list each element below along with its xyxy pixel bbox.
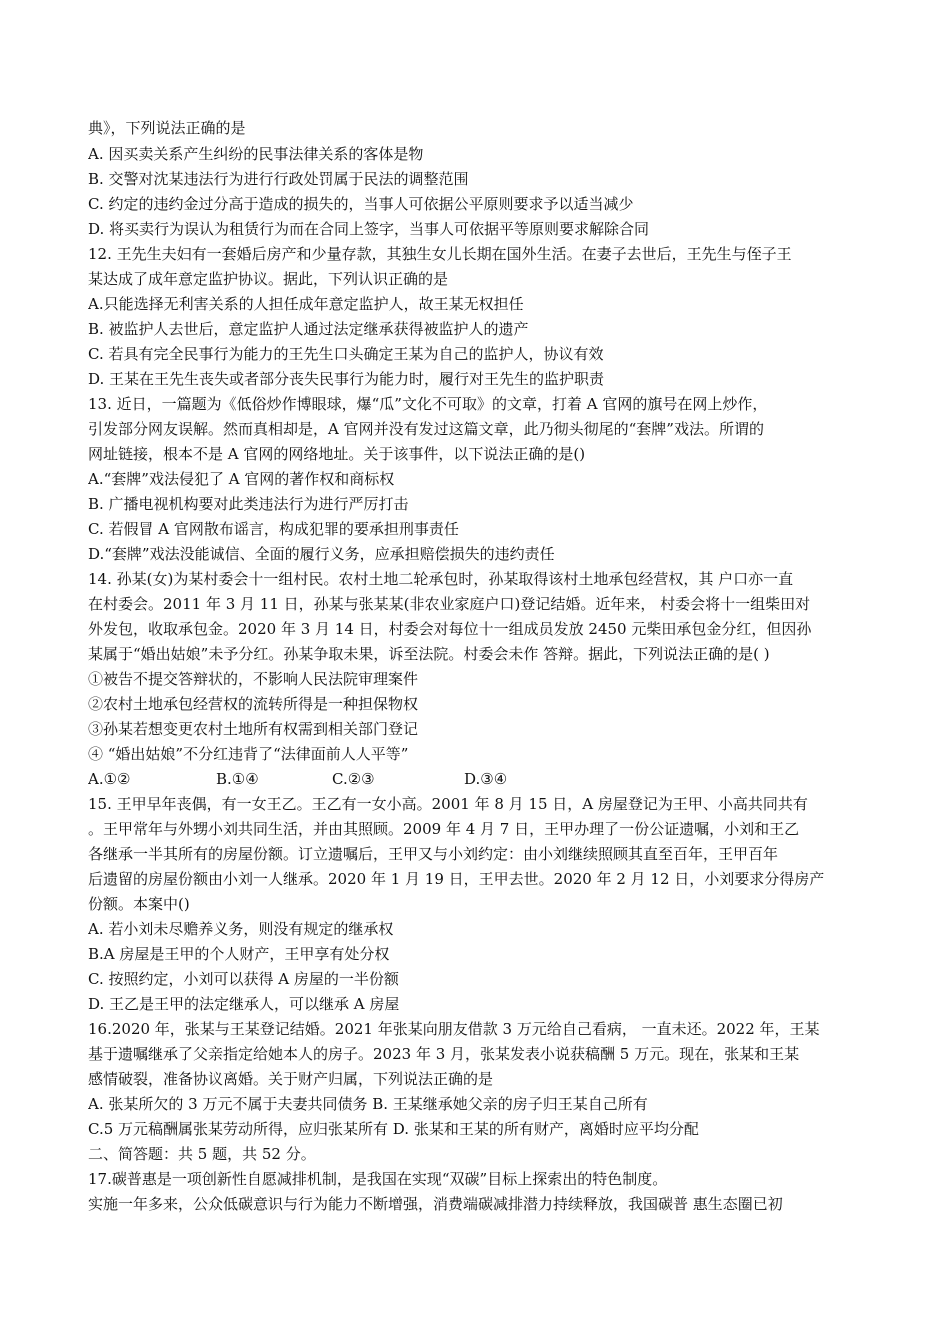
text-line: C. 若假冒 A 官网散布谣言，构成犯罪的要承担刑事责任 [88,520,459,538]
text-line: C. 若具有完全民事行为能力的王先生口头确定王某为自己的监护人，协议有效 [88,345,604,363]
text-line: B.A 房屋是王甲的个人财产，王甲享有处分权 [88,945,390,963]
option-a: A.①② [88,770,131,788]
text-line: 份额。本案中() [88,895,190,913]
text-line: ②农村土地承包经营权的流转所得是一种担保物权 [88,695,419,713]
question-12-line: 12. 王先生夫妇有一套婚后房产和少量存款，其独生女儿长期在国外生活。在妻子去世后，王先生与侄子王 [88,245,792,263]
option-c: C.②③ [332,770,375,788]
text-line: 基于遗嘱继承了父亲指定给她本人的房子。2023 年 3 月，张某发表小说获稿酬 5 万元。现在，张某和王某 [88,1045,800,1063]
text-line: ④ “婚出姑娘”不分红违背了“法律面前人人平等” [88,745,409,763]
text-line: ③孙某若想变更农村土地所有权需到相关部门登记 [88,720,419,738]
text-line: 。王甲常年与外甥小刘共同生活，并由其照顾。2009 年 4 月 7 日，王甲办理了一份公证遗嘱，小刘和王乙 [88,820,800,838]
text-line: 感情破裂，准备协议离婚。关于财产归属，下列说法正确的是 [88,1070,494,1088]
text-line: A.“套牌”戏法侵犯了 A 官网的著作权和商标权 [88,470,395,488]
text-line: D.“套牌”戏法没能诚信、全面的履行义务，应承担赔偿损失的违约责任 [88,545,555,563]
text-line: A. 若小刘未尽赡养义务，则没有规定的继承权 [88,920,394,938]
text-line: C. 约定的违约金过分高于造成的损失的，当事人可依据公平原则要求予以适当减少 [88,195,634,213]
question-15-line: 15. 王甲早年丧偶，有一女王乙。王乙有一女小高。2001 年 8 月 15 日，A 房屋登记为王甲、小高共同共有 [88,795,808,813]
option-b: B.①④ [216,770,259,788]
question-14-line: 14. 孙某(女)为某村委会十一组村民。农村土地二轮承包时，孙某取得该村土地承包经营权，其 户口亦一直 [88,570,794,588]
question-13-line: 13. 近日，一篇题为《低俗炒作博眼球，爆“瓜”文化不可取》的文章，打着 A 官网的旗号在网上炒作， [88,395,768,413]
text-line: 典》，下列说法正确的是 [88,119,246,137]
text-line: B. 广播电视机构要对此类违法行为进行严厉打击 [88,495,409,513]
text-line: A.只能选择无利害关系的人担任成年意定监护人，故王某无权担任 [88,295,524,313]
text-line: D. 王乙是王甲的法定继承人，可以继承 A 房屋 [88,995,400,1013]
text-line: A. 因买卖关系产生纠纷的民事法律关系的客体是物 [88,145,424,163]
text-line: B. 交警对沈某违法行为进行行政处罚属于民法的调整范围 [88,170,469,188]
text-line: 外发包，收取承包金。2020 年 3 月 14 日，村委会对每位十一组成员发放 2450 元柴田承包金分红，但因孙 [88,620,812,638]
text-line: 实施一年多来，公众低碳意识与行为能力不断增强，消费端碳减排潜力持续释放，我国碳普 惠生态圈已初 [88,1195,783,1213]
text-line: ①被告不提交答辩状的，不影响人民法院审理案件 [88,670,419,688]
text-line: A. 张某所欠的 3 万元不属于夫妻共同债务 B. 王某继承她父亲的房子归王某自己所有 [88,1095,648,1113]
text-line: 在村委会。2011 年 3 月 11 日，孙某与张某某(非农业家庭户口)登记结婚。近年来， 村委会将十一组柴田对 [88,595,811,613]
question-17-line: 17.碳普惠是一项创新性自愿减排机制，是我国在实现“双碳”目标上探索出的特色制度。 [88,1170,668,1188]
text-line: 某属于“婚出姑娘”未予分红。孙某争取未果，诉至法院。村委会未作 答辩。据此，下列说法正确的是( ) [88,645,770,663]
text-line: D. 王某在王先生丧失或者部分丧失民事行为能力时，履行对王先生的监护职责 [88,370,605,388]
text-line: C.5 万元稿酬属张某劳动所得，应归张某所有 D. 张某和王某的所有财产，离婚时应平均分配 [88,1120,699,1138]
text-line: 后遗留的房屋份额由小刘一人继承。2020 年 1 月 19 日，王甲去世。2020 年 2 月 12 日，小刘要求分得房产 [88,870,825,888]
text-line: B. 被监护人去世后，意定监护人通过法定继承获得被监护人的遗产 [88,320,529,338]
text-line: 网址链接，根本不是 A 官网的网络地址。关于该事件，以下说法正确的是() [88,445,586,463]
question-16-line: 16.2020 年，张某与王某登记结婚。2021 年张某向朋友借款 3 万元给自己看病， 一直未还。2022 年，王某 [88,1020,820,1038]
text-line: 引发部分网友误解。然而真相却是，A 官网并没有发过这篇文章，此乃彻头彻尾的“套牌”戏法。所谓的 [88,420,764,438]
text-line: C. 按照约定，小刘可以获得 A 房屋的一半份额 [88,970,399,988]
section-heading: 二、简答题：共 5 题，共 52 分。 [88,1145,316,1163]
text-line: 某达成了成年意定监护协议。据此，下列认识正确的是 [88,270,449,288]
text-line: 各继承一半其所有的房屋份额。订立遗嘱后，王甲又与小刘约定：由小刘继续照顾其直至百年，王甲百年 [88,845,779,863]
text-line: D. 将买卖行为误认为租赁行为而在合同上签字，当事人可依据平等原则要求解除合同 [88,220,650,238]
question-14-options [88,767,878,792]
option-d: D.③④ [464,770,508,788]
